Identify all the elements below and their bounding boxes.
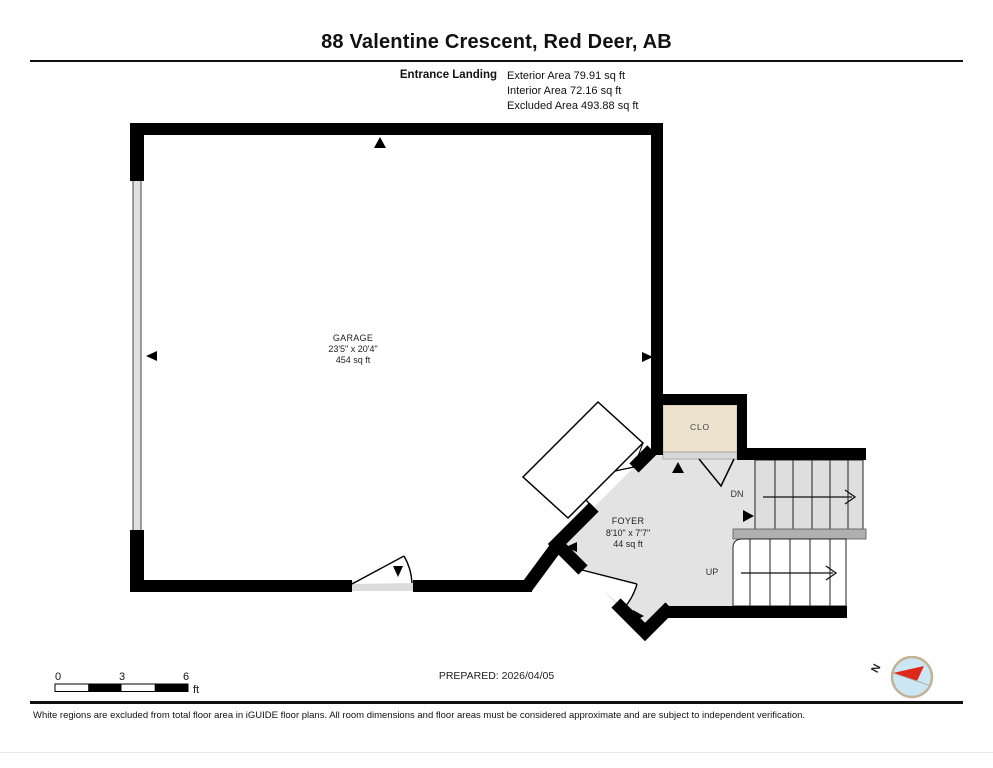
foyer-label: FOYER bbox=[611, 516, 645, 526]
garage-overhead-door bbox=[133, 179, 141, 531]
rear-door-swing bbox=[352, 556, 412, 584]
scale-tick-3: 3 bbox=[118, 671, 126, 683]
stairs-up-label: UP bbox=[705, 567, 719, 577]
garage-area: 454 sq ft bbox=[335, 355, 371, 365]
floor-name: Entrance Landing bbox=[399, 69, 497, 81]
top-wall-marker bbox=[374, 137, 386, 148]
stair-landing-divider bbox=[733, 529, 866, 539]
footer-disclaimer: White regions are excluded from total floor area in iGUIDE floor plans. All room dimensions and floor areas must be considered approximate and are subject to independent verification. bbox=[33, 710, 806, 721]
area-label: Interior Area bbox=[507, 85, 567, 98]
scale-tick-0: 0 bbox=[54, 671, 62, 683]
scale-unit: ft bbox=[193, 684, 200, 696]
page-title: 88 Valentine Crescent, Red Deer, AB bbox=[321, 31, 672, 53]
closet-door-track bbox=[663, 452, 737, 459]
compass-north-label: N bbox=[869, 662, 884, 675]
area-label: Exterior Area bbox=[507, 70, 571, 82]
stairs-down bbox=[755, 460, 863, 530]
area-value: 79.91 sq ft bbox=[573, 70, 626, 82]
foyer-dimensions: 8'10" x 7'7" bbox=[605, 528, 651, 538]
stairs-down-label: DN bbox=[730, 489, 744, 499]
footer-divider bbox=[30, 701, 963, 704]
closet-label: CLO bbox=[690, 422, 710, 432]
scale-tick-6: 6 bbox=[182, 671, 190, 683]
foyer-area: 44 sq ft bbox=[613, 539, 643, 549]
stairs-up bbox=[733, 539, 846, 606]
page-bottom-edge bbox=[0, 752, 993, 753]
prepared-date: PREPARED: 2026/04/05 bbox=[438, 670, 555, 682]
left-wall-marker bbox=[146, 351, 157, 361]
garage-label: GARAGE bbox=[332, 333, 374, 343]
area-value: 72.16 sq ft bbox=[569, 85, 622, 98]
area-label: Excluded Area bbox=[507, 100, 578, 113]
garage-dimensions: 23'5" x 20'4" bbox=[328, 344, 378, 354]
area-value: 493.88 sq ft bbox=[581, 100, 639, 113]
